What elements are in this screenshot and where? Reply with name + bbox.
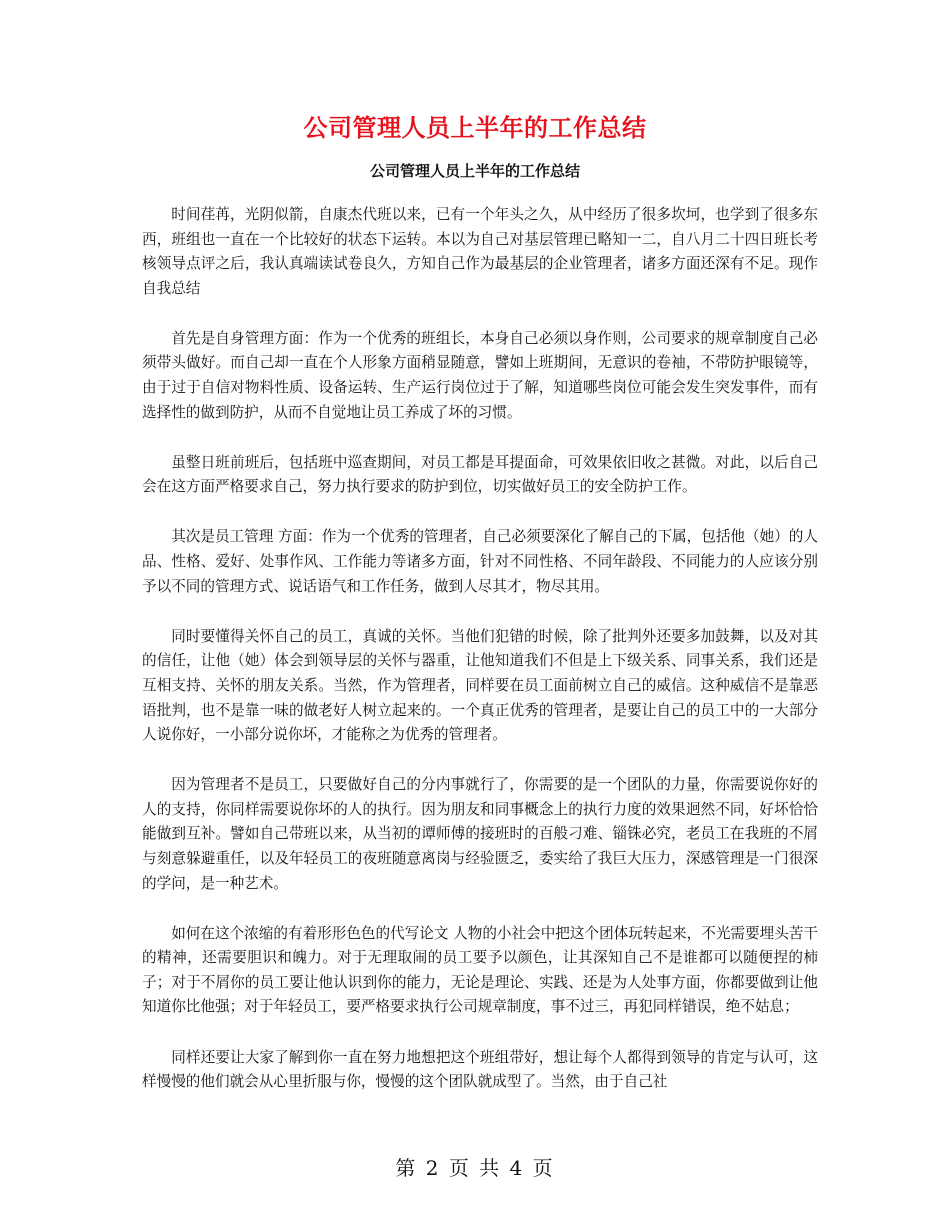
document-title: 公司管理人员上半年的工作总结 [303,114,647,142]
paragraph-team-power: 因为管理者不是员工，只要做好自己的分内事就行了，你需要的是一个团队的力量，你需要说你好的人的支持，你同样需要说你坏的人的执行。因为朋友和同事概念上的执行力度的效果迥然不同，好坏恰恰能做到互补。譬如自己带班以来，从当初的谭师傅的接班时的百般刁难、锱铢必究，老员工在我班的不屑与刻意躲避重任，以及年轻员工的夜班随意离岗与经验匮乏，委实给了我巨大压力，深感管理是一门很深的学问，是一种艺术。 [142,776,818,892]
paragraph-inspection: 虽整日班前班后，包括班中巡查期间，对员工都是耳提面命，可效果依旧收之甚微。对此，以后自己会在这方面严格要求自己，努力执行要求的防护到位，切实做好员工的安全防护工作。 [142,453,818,496]
paragraph-caring: 同时要懂得关怀自己的员工，真诚的关怀。当他们犯错的时候，除了批判外还要多加鼓舞，以及对其的信任，让他（她）体会到领导层的关怀与器重，让他知道我们不但是上下级关系、同事关系，我们还是互相支持、关怀的朋友关系。当然，作为管理者，同样要在员工面前树立自己的威信。这种威信不是靠恶语批判，也不是靠一味的做老好人树立起来的。一个真正优秀的管理者，是要让自己的员工中的一大部分人说你好，一小部分说你坏，才能称之为优秀的管理者。 [142,627,818,744]
paragraph-team-building: 如何在这个浓缩的有着形形色色的代写论文 人物的小社会中把这个团体玩转起来，不光需要埋头苦干的精神，还需要胆识和魄力。对于无理取闹的员工要予以颜色，让其深知自己不是谁都可以随便捏的柿子；对于不屑你的员工要让他认识到你的能力，无论是理论、实践、还是为人处事方面，你都要做到让他知道你比他强；对于年轻员工，要严格要求执行公司规章制度，事不过三，再犯同样错误，绝不姑息； [142,924,818,1016]
paragraph-recognition: 同样还要让大家了解到你一直在努力地想把这个班组带好，想让每个人都得到领导的肯定与认可，这样慢慢的他们就会从心里折服与你，慢慢的这个团队就成型了。当然，由于自己社 [142,1048,818,1091]
paragraph-self-management: 首先是自身管理方面：作为一个优秀的班组长，本身自己必须以身作则，公司要求的规章制度自己必须带头做好。而自己却一直在个人形象方面稍显随意，譬如上班期间，无意识的卷袖，不带防护眼镜等，由于过于自信对物料性质、设备运转、生产运行岗位过于了解，知道哪些岗位可能会发生突发事件，而有选择性的做到防护，从而不自觉地让员工养成了坏的习惯。 [142,329,818,421]
document-body [142,203,818,1120]
paragraph-staff-management: 其次是员工管理 方面：作为一个优秀的管理者，自己必须要深化了解自己的下属，包括他（她）的人品、性格、爱好、处事作风、工作能力等诸多方面，针对不同性格、不同年龄段、不同能力的人应该分别予以不同的管理方式、说话语气和工作任务，做到人尽其才，物尽其用。 [142,528,818,595]
page-number-footer: 第 2 页 共 4 页 [395,1156,555,1180]
paragraph-intro: 时间荏苒，光阴似箭，自康杰代班以来，已有一个年头之久，从中经历了很多坎坷，也学到了很多东西，班组也一直在一个比较好的状态下运转。本以为自己对基层管理已略知一二，自八月二十四日班长考核领导点评之后，我认真端读试卷良久，方知自己作为最基层的企业管理者，诸多方面还深有不足。现作自我总结 [142,206,818,297]
document-subtitle: 公司管理人员上半年的工作总结 [369,162,580,180]
